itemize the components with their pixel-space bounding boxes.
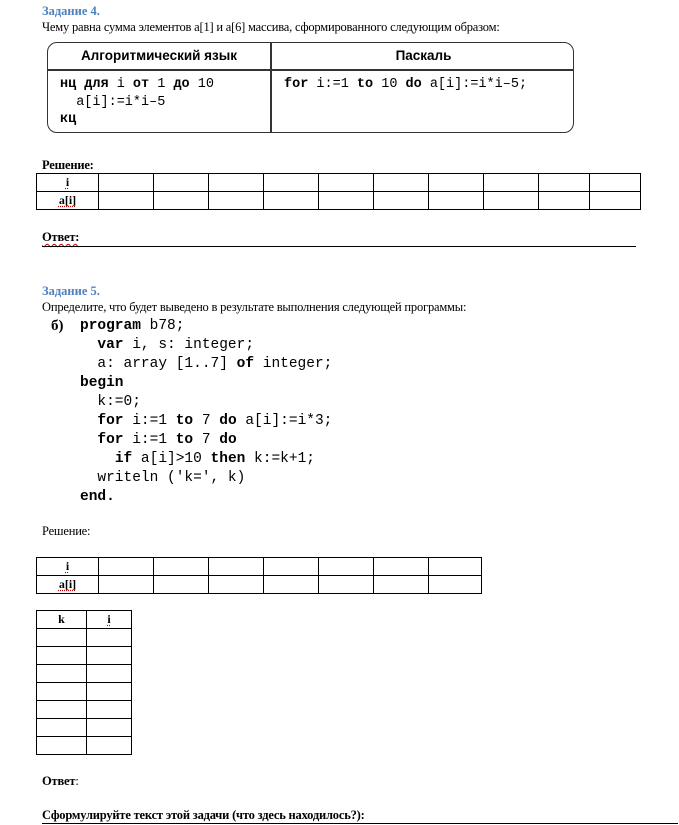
table-row [37,683,132,701]
task5-answer-label: Ответ: [42,774,79,788]
table-cell[interactable] [37,719,87,737]
table-cell[interactable] [590,192,641,210]
task5-solution-label: Решение: [42,524,91,538]
table-cell[interactable] [209,192,264,210]
table-cell[interactable] [87,719,132,737]
table-cell[interactable] [484,174,539,192]
table-cell[interactable] [99,558,154,576]
table-row [37,719,132,737]
table-cell[interactable] [264,558,319,576]
table-cell[interactable] [264,174,319,192]
table-cell[interactable] [87,629,132,647]
table-cell[interactable] [209,174,264,192]
table-cell[interactable] [87,701,132,719]
table-cell[interactable] [484,192,539,210]
table-cell[interactable] [37,701,87,719]
table-cell[interactable] [374,174,429,192]
table-cell[interactable] [87,647,132,665]
row-label-ai: a[i] [37,576,99,594]
table-row [37,558,482,576]
table-row [37,174,641,192]
table-cell[interactable] [374,576,429,594]
table-cell[interactable] [37,629,87,647]
table-row [37,192,641,210]
table-cell[interactable] [99,174,154,192]
table-cell[interactable] [319,174,374,192]
table-cell[interactable] [87,737,132,755]
table-cell[interactable] [37,683,87,701]
table-cell[interactable] [154,192,209,210]
task5-prompt: Сформулируйте текст этой задачи (что здесь находилось?): [42,808,365,822]
table-cell[interactable] [154,174,209,192]
table-cell[interactable] [99,192,154,210]
table-cell[interactable] [209,576,264,594]
table-cell[interactable] [539,174,590,192]
task5-question: Определите, что будет выведено в результате выполнения следующей программы: [42,300,467,314]
table-cell[interactable] [87,665,132,683]
task5-trace-table [36,610,132,755]
table-cell[interactable] [209,558,264,576]
task4-solution-label: Решение: [42,158,94,172]
table-cell[interactable] [429,576,482,594]
algo-code: нц для i от 1 до 10 a[i]:=i*i–5 кц [60,77,214,127]
task5-prompt-line[interactable] [42,823,678,824]
table-cell[interactable] [319,558,374,576]
row-label-ai: a[i] [37,192,99,210]
table-cell[interactable] [429,558,482,576]
trace-header-i: i [87,611,132,629]
variant-label: б) [51,318,64,334]
table-row [37,665,132,683]
table-cell[interactable] [319,576,374,594]
row-label-i: i [37,174,99,192]
table-row [37,629,132,647]
table-cell[interactable] [429,174,484,192]
header-divider [48,69,574,71]
table-cell[interactable] [37,737,87,755]
trace-header-k: k [37,611,87,629]
task5-title: Задание 5. [42,284,100,298]
table-cell[interactable] [154,558,209,576]
table-cell[interactable] [374,192,429,210]
table-cell[interactable] [539,192,590,210]
table-cell[interactable] [99,576,154,594]
algo-language-header: Алгоритмический язык [80,48,238,63]
table-row [37,701,132,719]
table-cell[interactable] [590,174,641,192]
table-cell[interactable] [264,192,319,210]
table-cell[interactable] [37,665,87,683]
pascal-header: Паскаль [395,48,452,63]
pascal-code: for i:=1 to 10 do a[i]:=i*i–5; [284,77,528,92]
table-row [37,647,132,665]
task4-solution-table [36,173,641,210]
table-row [37,737,132,755]
task4-answer-line[interactable] [42,246,636,247]
algorithm-box [47,42,574,133]
task4-title: Задание 4. [42,4,100,18]
table-row [37,576,482,594]
table-row [37,611,132,629]
row-label-i: i [37,558,99,576]
table-cell[interactable] [264,576,319,594]
table-cell[interactable] [429,192,484,210]
task5-program-code: program b78; var i, s: integer; a: array [1..7] of integer; begin k:=0; for i:=1 to 7 do a[i]:=i*3; for i:=1 to 7 do if a[i]>10 then k:=k+1; writeln ('k=', k) end. [80,318,333,505]
table-cell[interactable] [154,576,209,594]
task5-array-table [36,557,482,594]
table-cell[interactable] [374,558,429,576]
task4-answer-label: Ответ: [42,230,80,244]
task4-question: Чему равна сумма элементов a[1] и a[6] массива, сформированного следующим образом: [42,20,500,34]
table-cell[interactable] [87,683,132,701]
table-cell[interactable] [319,192,374,210]
table-cell[interactable] [37,647,87,665]
